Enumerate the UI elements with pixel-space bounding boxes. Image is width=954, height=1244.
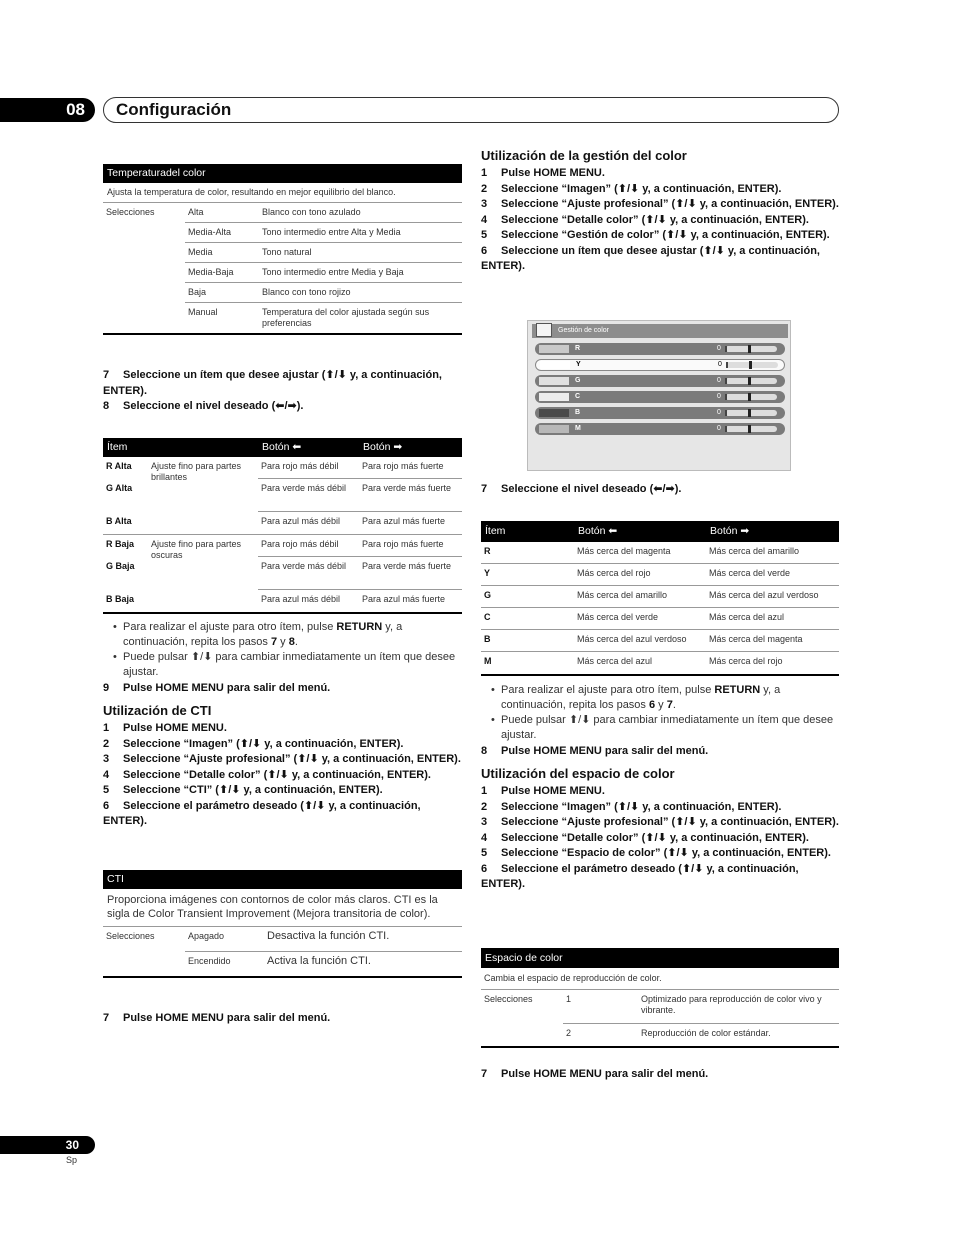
left-effect: Para azul más débil <box>261 516 341 526</box>
option-desc: Optimizado para reproducción de color vivo y vibrante. <box>641 994 822 1015</box>
level-slider[interactable] <box>725 378 777 384</box>
step-item: 2 Seleccione “Imagen” (⬆/⬇ y, a continuación, ENTER). <box>481 800 782 813</box>
color-row[interactable] <box>535 423 785 435</box>
step-item: 5 Seleccione “CTI” (⬆/⬇ y, a continuación, ENTER). <box>103 784 383 796</box>
cti-section <box>103 703 462 830</box>
left-effect: Para azul más débil <box>261 594 341 604</box>
color-value: 0 <box>718 361 722 368</box>
option: Media-Baja <box>188 267 234 277</box>
color-label: R <box>575 345 581 352</box>
table-description: Cambia el espacio de reproducción de color. <box>481 968 839 990</box>
color-space-table <box>481 948 839 1048</box>
color-row[interactable] <box>535 375 785 387</box>
notes-list <box>103 620 462 697</box>
item-label: B Baja <box>106 594 135 604</box>
left-effect: Más cerca del azul <box>577 656 653 666</box>
note-item: • Puede pulsar ⬆/⬇ para cambiar inmediatamente un ítem que desee ajustar. <box>103 650 462 679</box>
item-label: M <box>484 656 492 666</box>
level-slider[interactable] <box>725 394 777 400</box>
color-label: Y <box>576 361 581 368</box>
selections-label: Selecciones <box>106 207 155 217</box>
option-desc: Activa la función CTI. <box>267 955 371 967</box>
step-item: 7 Seleccione un ítem que desee ajustar (⬆/⬇ y, a continuación, ENTER). <box>103 369 442 397</box>
step-item: 6 Seleccione el parámetro deseado (⬆/⬇ y, a continuación, ENTER). <box>481 862 799 890</box>
chapter-number: 08 <box>0 98 95 122</box>
color-value: 0 <box>717 393 721 400</box>
notes-list <box>481 683 839 760</box>
step-item: 1 Pulse HOME MENU. <box>481 785 605 797</box>
option-desc: Blanco con tono rojizo <box>262 287 351 297</box>
color-row[interactable] <box>535 407 785 419</box>
step-item: 2 Seleccione “Imagen” (⬆/⬇ y, a continuación, ENTER). <box>103 737 404 750</box>
left-effect: Para rojo más débil <box>261 461 339 471</box>
step-item: 3 Seleccione “Ajuste profesional” (⬆/⬇ y, a continuación, ENTER). <box>481 816 839 828</box>
color-management-section <box>481 148 839 275</box>
item-label: G Alta <box>106 483 133 493</box>
right-effect: Más cerca del magenta <box>709 634 803 644</box>
level-slider[interactable] <box>726 362 778 368</box>
option: Alta <box>188 207 204 217</box>
item-label: Y <box>484 568 491 578</box>
step-item: 7 Pulse HOME MENU para salir del menú. <box>103 1012 331 1024</box>
color-space-section <box>481 766 839 893</box>
note-item: • Para realizar el ajuste para otro ítem, pulse RETURN y, a continuación, repita los pasos 7 y 8. <box>103 620 462 649</box>
item-label: G Baja <box>106 561 135 571</box>
color-value: 0 <box>717 425 721 432</box>
option: Media-Alta <box>188 227 232 237</box>
color-swatch <box>540 361 570 369</box>
item-label: R Alta <box>106 461 132 471</box>
item-label: B Alta <box>106 516 132 526</box>
table-header: Temperaturadel color <box>103 164 462 183</box>
selections-label: Selecciones <box>484 994 533 1004</box>
option-desc: Reproducción de color estándar. <box>641 1028 771 1038</box>
steps-group <box>103 368 462 415</box>
note-item: • Puede pulsar ⬆/⬇ para cambiar inmediatamente un ítem que desee ajustar. <box>481 713 839 742</box>
step-item: 1 Pulse HOME MENU. <box>103 722 227 734</box>
page-language: Sp <box>66 1155 78 1165</box>
option-desc: Tono natural <box>262 247 312 257</box>
color-swatch <box>539 377 569 385</box>
option: 2 <box>566 1028 572 1038</box>
level-slider[interactable] <box>725 410 777 416</box>
color-swatch <box>539 425 569 433</box>
section-heading: Utilización del espacio de color <box>481 766 675 781</box>
color-management-table <box>481 521 839 676</box>
step-item: 5 Seleccione “Espacio de color” (⬆/⬇ y, a continuación, ENTER). <box>481 847 831 859</box>
right-effect: Para rojo más fuerte <box>362 539 444 549</box>
option-desc: Desactiva la función CTI. <box>267 930 390 942</box>
table-header: Ítem Botón ⬅ Botón ➡ <box>481 521 839 542</box>
option: Apagado <box>188 931 225 941</box>
right-effect: Para azul más fuerte <box>362 594 446 604</box>
level-slider[interactable] <box>725 346 777 352</box>
step-item: 6 Seleccione el parámetro deseado (⬆/⬇ y, a continuación, ENTER). <box>103 799 421 827</box>
right-effect: Más cerca del azul <box>709 612 785 622</box>
step-item: 7 Pulse HOME MENU para salir del menú. <box>481 1068 709 1080</box>
color-value: 0 <box>717 409 721 416</box>
left-effect: Para verde más débil <box>261 483 347 493</box>
item-label: C <box>484 612 491 622</box>
page-number: 30 <box>0 1136 95 1154</box>
left-effect: Más cerca del azul verdoso <box>577 634 687 644</box>
color-temperature-table <box>103 164 462 335</box>
table-header: Espacio de color <box>481 948 839 968</box>
rgb-adjust-table <box>103 438 462 614</box>
step-item: 5 Seleccione “Gestión de color” (⬆/⬇ y, a continuación, ENTER). <box>481 229 830 241</box>
color-label: C <box>575 393 581 400</box>
right-effect: Para rojo más fuerte <box>362 461 444 471</box>
color-management-screen <box>527 320 791 471</box>
right-effect: Para azul más fuerte <box>362 516 446 526</box>
section-heading: Utilización de CTI <box>103 703 212 718</box>
left-effect: Más cerca del verde <box>577 612 659 622</box>
right-effect: Más cerca del azul verdoso <box>709 590 819 600</box>
option-desc: Blanco con tono azulado <box>262 207 361 217</box>
table-description: Ajusta la temperatura de color, resultando en mejor equilibrio del blanco. <box>103 183 462 203</box>
color-swatch <box>539 345 569 353</box>
cti-table <box>103 870 462 978</box>
step-item: 4 Seleccione “Detalle color” (⬆/⬇ y, a continuación, ENTER). <box>481 213 809 226</box>
right-effect: Más cerca del amarillo <box>709 546 800 556</box>
color-label: M <box>575 425 581 432</box>
step-item: 8 Seleccione el nivel deseado (⬅/➡). <box>103 400 304 412</box>
color-row[interactable] <box>535 391 785 403</box>
table-header: Ítem Botón ⬅ Botón ➡ <box>103 438 462 457</box>
step-item: 2 Seleccione “Imagen” (⬆/⬇ y, a continuación, ENTER). <box>481 182 782 195</box>
item-label: B <box>484 634 491 644</box>
option: Media <box>188 247 213 257</box>
left-effect: Para rojo más débil <box>261 539 339 549</box>
option-desc: Tono intermedio entre Media y Baja <box>262 267 404 277</box>
note-item: • Para realizar el ajuste para otro ítem, pulse RETURN y, a continuación, repita los pasos 6 y 7. <box>481 683 839 712</box>
color-value: 0 <box>717 377 721 384</box>
item-label: R <box>484 546 491 556</box>
step-item: 6 Seleccione un ítem que desee ajustar (⬆/⬇ y, a continuación, ENTER). <box>481 244 820 272</box>
option-desc: Tono intermedio entre Alta y Media <box>262 227 401 237</box>
item-description: Ajuste fino para partes brillantes <box>151 461 242 482</box>
step-item: 8 Pulse HOME MENU para salir del menú. <box>481 745 709 757</box>
option: Manual <box>188 307 218 317</box>
left-effect: Para verde más débil <box>261 561 347 571</box>
color-swatch <box>539 393 569 401</box>
table-header: CTI <box>103 870 462 889</box>
table-description: Proporciona imágenes con contornos de color más claros. CTI es la sigla de Color Transient Improvement (Mejora transitoria de color). <box>103 889 462 927</box>
menu-icon <box>536 323 552 337</box>
step-item: 4 Seleccione “Detalle color” (⬆/⬇ y, a continuación, ENTER). <box>103 768 431 781</box>
option: Encendido <box>188 956 231 966</box>
color-row-selected[interactable] <box>535 359 785 371</box>
left-effect: Más cerca del amarillo <box>577 590 668 600</box>
screen-header: Gestión de color <box>532 324 788 338</box>
color-swatch <box>539 409 569 417</box>
option: 1 <box>566 994 572 1004</box>
step-item: 3 Seleccione “Ajuste profesional” (⬆/⬇ y, a continuación, ENTER). <box>103 753 461 765</box>
color-label: B <box>575 409 581 416</box>
step-item: 3 Seleccione “Ajuste profesional” (⬆/⬇ y, a continuación, ENTER). <box>481 198 839 210</box>
item-description: Ajuste fino para partes oscuras <box>151 539 242 560</box>
color-row[interactable] <box>535 343 785 355</box>
item-label: G <box>484 590 492 600</box>
left-effect: Más cerca del rojo <box>577 568 651 578</box>
step-item: 4 Seleccione “Detalle color” (⬆/⬇ y, a continuación, ENTER). <box>481 831 809 844</box>
step-item: 9 Pulse HOME MENU para salir del menú. <box>103 682 331 694</box>
option: Baja <box>188 287 207 297</box>
item-label: R Baja <box>106 539 135 549</box>
chapter-title: Configuración <box>103 97 839 123</box>
left-effect: Más cerca del magenta <box>577 546 671 556</box>
right-effect: Para verde más fuerte <box>362 561 452 571</box>
color-value: 0 <box>717 345 721 352</box>
option-desc: Temperatura del color ajustada según sus preferencias <box>262 307 430 328</box>
right-effect: Más cerca del verde <box>709 568 791 578</box>
step-item: 1 Pulse HOME MENU. <box>481 167 605 179</box>
right-effect: Más cerca del rojo <box>709 656 783 666</box>
step-item: 7 Seleccione el nivel deseado (⬅/➡). <box>481 483 682 495</box>
selections-label: Selecciones <box>106 931 155 941</box>
level-slider[interactable] <box>725 426 777 432</box>
right-effect: Para verde más fuerte <box>362 483 452 493</box>
color-label: G <box>575 377 581 384</box>
section-heading: Utilización de la gestión del color <box>481 148 687 163</box>
